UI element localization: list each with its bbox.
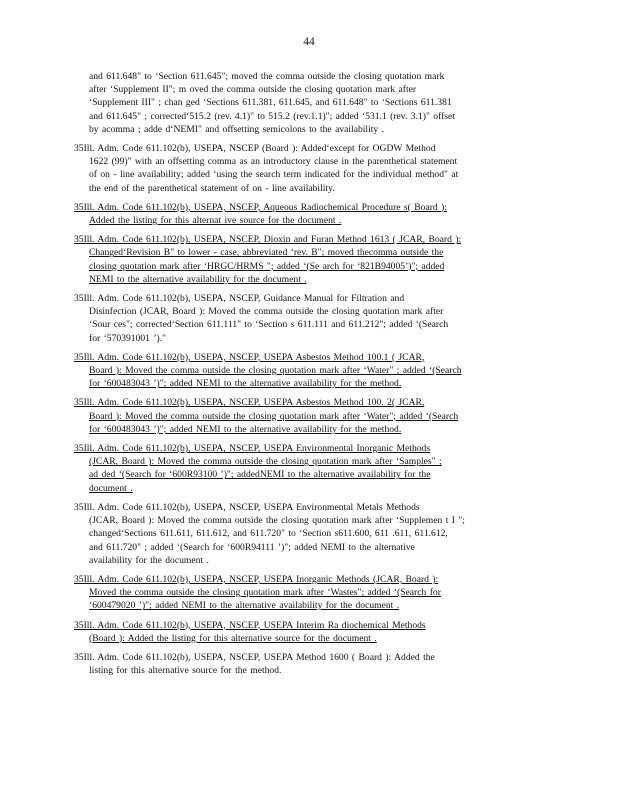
text-line: (JCAR, Board ): Moved the comma outside the closing quotation mark after ‘Samples" ; <box>89 456 442 468</box>
text-line: after ‘Supplement II"; m oved the comma outside the closing quotation mark after <box>89 84 417 96</box>
text-line: 1622 (99)" with an offsetting comma as an introductory clause in the parenthetical statement <box>89 156 458 168</box>
text-line: of on - line availability; added ‘using the search term indicated for the individual method" at <box>89 169 459 181</box>
text-line: Board ): Moved the comma outside the closing quotation mark after ‘Water" ; added ‘(Search <box>89 365 462 377</box>
text-line: ‘Sour ces"; corrected‘Section 611.111" to ‘Section s 611.111 and 611.212"; added ‘(Search <box>89 319 449 331</box>
amendment-entry <box>74 233 536 286</box>
text-line: 35Ill. Adm. Code 611.102(b), USEPA, NSCEP, Dioxin and Furan Method 1613 ( JCAR, Board ): <box>74 234 462 246</box>
text-line: for ‘570391001 ’)." <box>89 332 167 344</box>
amendment-entry <box>74 292 536 345</box>
amendment-entry <box>74 573 536 613</box>
text-line: 35Ill. Adm. Code 611.102(b), USEPA, NSCEP, USEPA Environmental Metals Methods <box>74 501 420 513</box>
continued-paragraph <box>74 70 536 136</box>
text-line: Board ): Moved the comma outside the closing quotation mark after ‘Water"; added ‘(Search <box>89 410 459 422</box>
text-line: Disinfection (JCAR, Board ): Moved the comma outside the closing quotation mark after <box>89 306 444 318</box>
text-line: NEMI to the alternative availability for the document . <box>89 273 307 285</box>
amendment-entry <box>74 396 536 436</box>
text-line: and 611.645" ; corrected‘515.2 (rev. 4.1)" to 515.2 (rev.1.1)"; added ‘531.1 (rev. 3.1)" offset <box>89 110 455 122</box>
text-line: 35Ill. Adm. Code 611.102(b), USEPA, NSCEP, USEPA Environmental Inorganic Methods <box>74 443 431 455</box>
amendment-entry <box>74 619 536 645</box>
text-line: 35Ill. Adm. Code 611.102(b), USEPA, NSCEP, USEPA Asbestos Method 100. 2( JCAR, <box>74 397 425 409</box>
text-line: by acomma ; adde d‘NEMI" and offsetting semicolons to the availability . <box>89 123 385 135</box>
amendment-entry <box>74 201 536 227</box>
amendment-entry <box>74 442 536 495</box>
text-line: 35Ill. Adm. Code 611.102(b), USEPA, NSCEP, USEPA Method 1600 ( Board ): Added the <box>74 651 435 663</box>
text-line: and 611.720" ; added ‘(Search for ‘600R94111 ’)"; added NEMI to the alternative <box>89 541 415 553</box>
text-line: for ‘600483043 ’)"; added NEMI to the alternative availability for the method. <box>89 378 402 390</box>
amendment-entry <box>74 651 536 677</box>
amendment-entries <box>74 70 536 683</box>
text-line: 35Ill. Adm. Code 611.102(b), USEPA, NSCEP, Guidance Manual for Filtration and <box>74 293 405 305</box>
text-line: ad ded ‘(Search for ‘600R93100 ’)"; addedNEMI to the alternative availability for the <box>89 469 431 481</box>
text-line: listing for this alternative source for the method. <box>89 665 282 677</box>
text-line: availability for the document . <box>89 554 209 566</box>
text-line: Moved the comma outside the closing quotation mark after ‘Wastes"; added ‘(Search for <box>89 587 441 599</box>
text-line: ‘600479020 ’)"; added NEMI to the alternative availability for the document . <box>89 600 400 612</box>
text-line: 35Ill. Adm. Code 611.102(b), USEPA, NSCEP, USEPA Inorganic Methods (JCAR, Board ): <box>74 573 439 585</box>
text-line: the end of the parenthetical statement of on - line availability. <box>89 182 335 194</box>
text-line: closing quotation mark after ‘HRGC/HRMS "; added ‘(Se arch for ‘821B94005’)"; added <box>89 260 445 272</box>
text-line: 35Ill. Adm. Code 611.102(b), USEPA, NSCEP, USEPA Asbestos Method 100.1 ( JCAR, <box>74 351 425 363</box>
amendment-entry <box>74 351 536 391</box>
text-line: document . <box>89 482 133 494</box>
text-line: (JCAR, Board ): Moved the comma outside the closing quotation mark after ‘Supplemen t I "; <box>89 515 465 527</box>
text-line: Added the listing for this alternat ive source for the document . <box>89 215 342 227</box>
page-number: 44 <box>303 36 315 48</box>
amendment-entry <box>74 142 536 195</box>
text-line: 35Ill. Adm. Code 611.102(b), USEPA, NSCEP, Aqueous Radiochemical Procedure s( Board ): <box>74 201 447 213</box>
text-line: changed‘Sections 611.611, 611.612, and 611.720" to ‘Section s611.600, 611 .611, 611.612, <box>89 528 448 540</box>
text-line: and 611.648" to ‘Section 611.645"; moved the comma outside the closing quotation mark <box>89 71 445 82</box>
amendment-entry <box>74 501 536 567</box>
text-line: (Board ): Added the listing for this alternative source for the document . <box>89 632 377 644</box>
text-line: ‘Supplement III" ; chan ged ‘Sections 611.381, 611.645, and 611.648" to ‘Sections 611.381 <box>89 97 452 109</box>
text-line: 35Ill. Adm. Code 611.102(b), USEPA, NSCEP, USEPA Interim Ra diochemical Methods <box>74 619 426 631</box>
text-line: for ‘600483043 ’)"; added NEMI to the alternative availability for the method. <box>89 423 402 435</box>
text-line: 35Ill. Adm. Code 611.102(b), USEPA, NSCEP (Board ): Added‘except for OGDW Method <box>74 143 436 155</box>
text-line: Changed‘Revision B" to lower - case, abbreviated ‘rev. B"; moved thecomma outside the <box>89 247 444 259</box>
